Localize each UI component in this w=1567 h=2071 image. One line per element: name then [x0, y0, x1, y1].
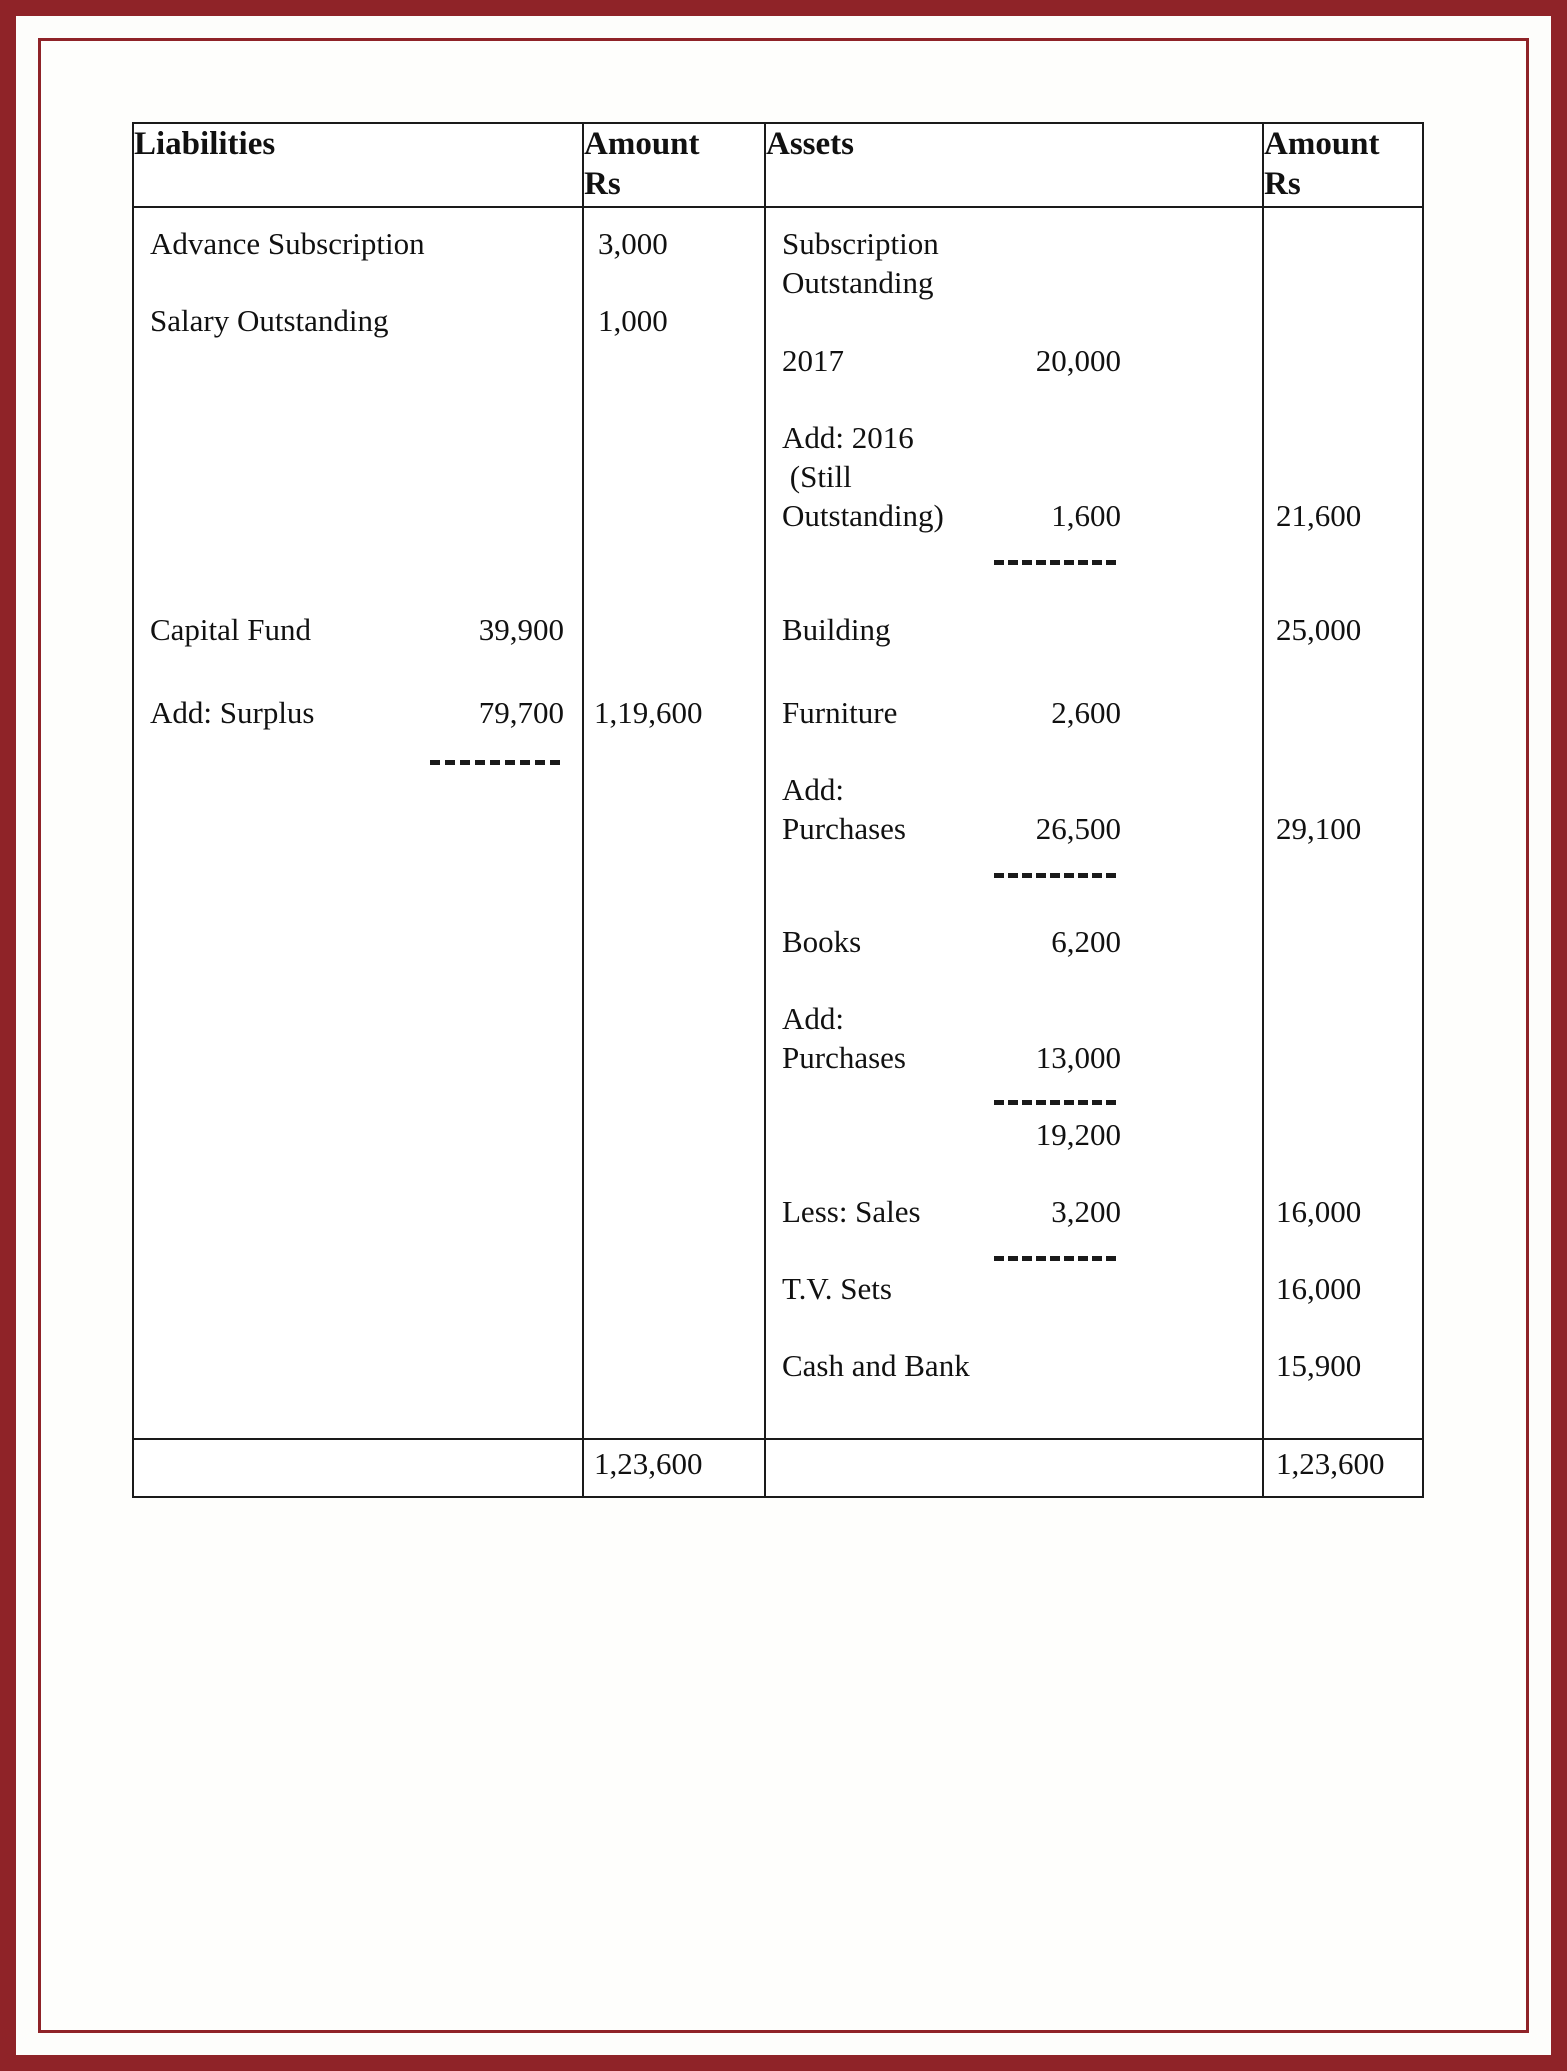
asset-label-less-sales: Less: Sales	[782, 1194, 921, 1229]
asset-label-tv-sets: T.V. Sets	[782, 1271, 892, 1306]
asset-label-cash-and-bank: Cash and Bank	[782, 1348, 970, 1383]
table-header	[133, 123, 1423, 207]
asset-total-tv-sets: 16,000	[1276, 1271, 1362, 1306]
total-assets-amount: 1,23,600	[1276, 1446, 1385, 1481]
header-assets-label: Assets	[766, 126, 854, 162]
liabilities-amount-cell	[583, 207, 765, 1439]
liability-label-salary-outstanding: Salary Outstanding	[150, 303, 389, 338]
liability-label-add-surplus: Add: Surplus	[150, 695, 315, 730]
total-assets-label-cell	[765, 1439, 1263, 1497]
total-row	[133, 1439, 1423, 1497]
total-liabilities-amount-cell	[583, 1439, 765, 1497]
table-body	[133, 207, 1423, 1497]
liability-label-advance-subscription: Advance Subscription	[150, 226, 425, 261]
header-amount-left	[583, 123, 765, 207]
asset-amount-2017: 20,000	[1035, 343, 1121, 378]
liability-amount-capital-fund: 39,900	[478, 612, 564, 647]
liabilities-cell	[133, 207, 583, 1439]
asset-amount-books: 6,200	[1051, 924, 1121, 959]
total-assets-amount-cell	[1263, 1439, 1423, 1497]
asset-label-add-2016-line2: (Still	[782, 459, 852, 494]
liability-amount-salary-outstanding: 1,000	[598, 303, 668, 338]
subtotal-rule-sales	[994, 1256, 1116, 1261]
asset-label-building: Building	[782, 612, 891, 647]
body-row	[133, 207, 1423, 1439]
header-amount-left-line1: Amount	[584, 126, 700, 162]
asset-amount-furniture: 2,600	[1051, 695, 1121, 730]
asset-label-furniture-add-line2: Purchases	[782, 811, 906, 846]
asset-label-subscription-outstanding-line1: Subscription	[782, 226, 939, 261]
subtotal-rule-books	[994, 1100, 1116, 1105]
subtotal-rule-capital-fund	[430, 760, 560, 765]
asset-label-furniture: Furniture	[782, 695, 898, 730]
asset-label-furniture-add-line1: Add:	[782, 772, 844, 807]
liability-amount-capital-fund-total: 1,19,600	[594, 695, 703, 730]
liability-amount-advance-subscription: 3,000	[598, 226, 668, 261]
liability-label-capital-fund: Capital Fund	[150, 612, 312, 647]
asset-amount-add-2016: 1,600	[1051, 498, 1121, 533]
asset-label-2017: 2017	[782, 343, 844, 378]
asset-label-subscription-outstanding-line2: Outstanding	[782, 265, 934, 300]
header-liabilities-label: Liabilities	[134, 126, 276, 162]
assets-amount-cell	[1263, 207, 1423, 1439]
asset-amount-less-sales: 3,200	[1051, 1194, 1121, 1229]
subtotal-rule-furniture	[994, 873, 1116, 878]
asset-amount-books-subtotal: 19,200	[1035, 1117, 1121, 1152]
asset-total-furniture: 29,100	[1276, 811, 1362, 846]
subtotal-rule-subscription	[994, 560, 1116, 565]
assets-cell	[765, 207, 1263, 1439]
asset-label-add-2016-line1: Add: 2016	[782, 420, 914, 455]
total-liabilities-label-cell	[133, 1439, 583, 1497]
asset-label-books: Books	[782, 924, 862, 959]
asset-label-books-add-line2: Purchases	[782, 1040, 906, 1075]
liability-amount-add-surplus: 79,700	[478, 695, 564, 730]
asset-label-add-2016-line3: Outstanding)	[782, 498, 944, 533]
header-liabilities	[133, 123, 583, 207]
total-liabilities-amount: 1,23,600	[594, 1446, 703, 1481]
asset-total-building: 25,000	[1276, 612, 1362, 647]
asset-amount-furniture-purchases: 26,500	[1035, 811, 1121, 846]
header-amount-right	[1263, 123, 1423, 207]
asset-label-books-add-line1: Add:	[782, 1001, 844, 1036]
header-amount-left-line2: Rs	[584, 166, 621, 203]
asset-amount-books-purchases: 13,000	[1035, 1040, 1121, 1075]
header-row	[133, 123, 1423, 207]
balance-sheet-container	[132, 122, 1422, 1498]
asset-total-cash-and-bank: 15,900	[1276, 1348, 1362, 1383]
header-amount-right-line2: Rs	[1264, 166, 1301, 203]
header-assets	[765, 123, 1263, 207]
balance-sheet-table	[132, 122, 1424, 1498]
header-amount-right-line1: Amount	[1264, 126, 1380, 162]
asset-total-subscription-outstanding: 21,600	[1276, 498, 1362, 533]
asset-total-books: 16,000	[1276, 1194, 1362, 1229]
